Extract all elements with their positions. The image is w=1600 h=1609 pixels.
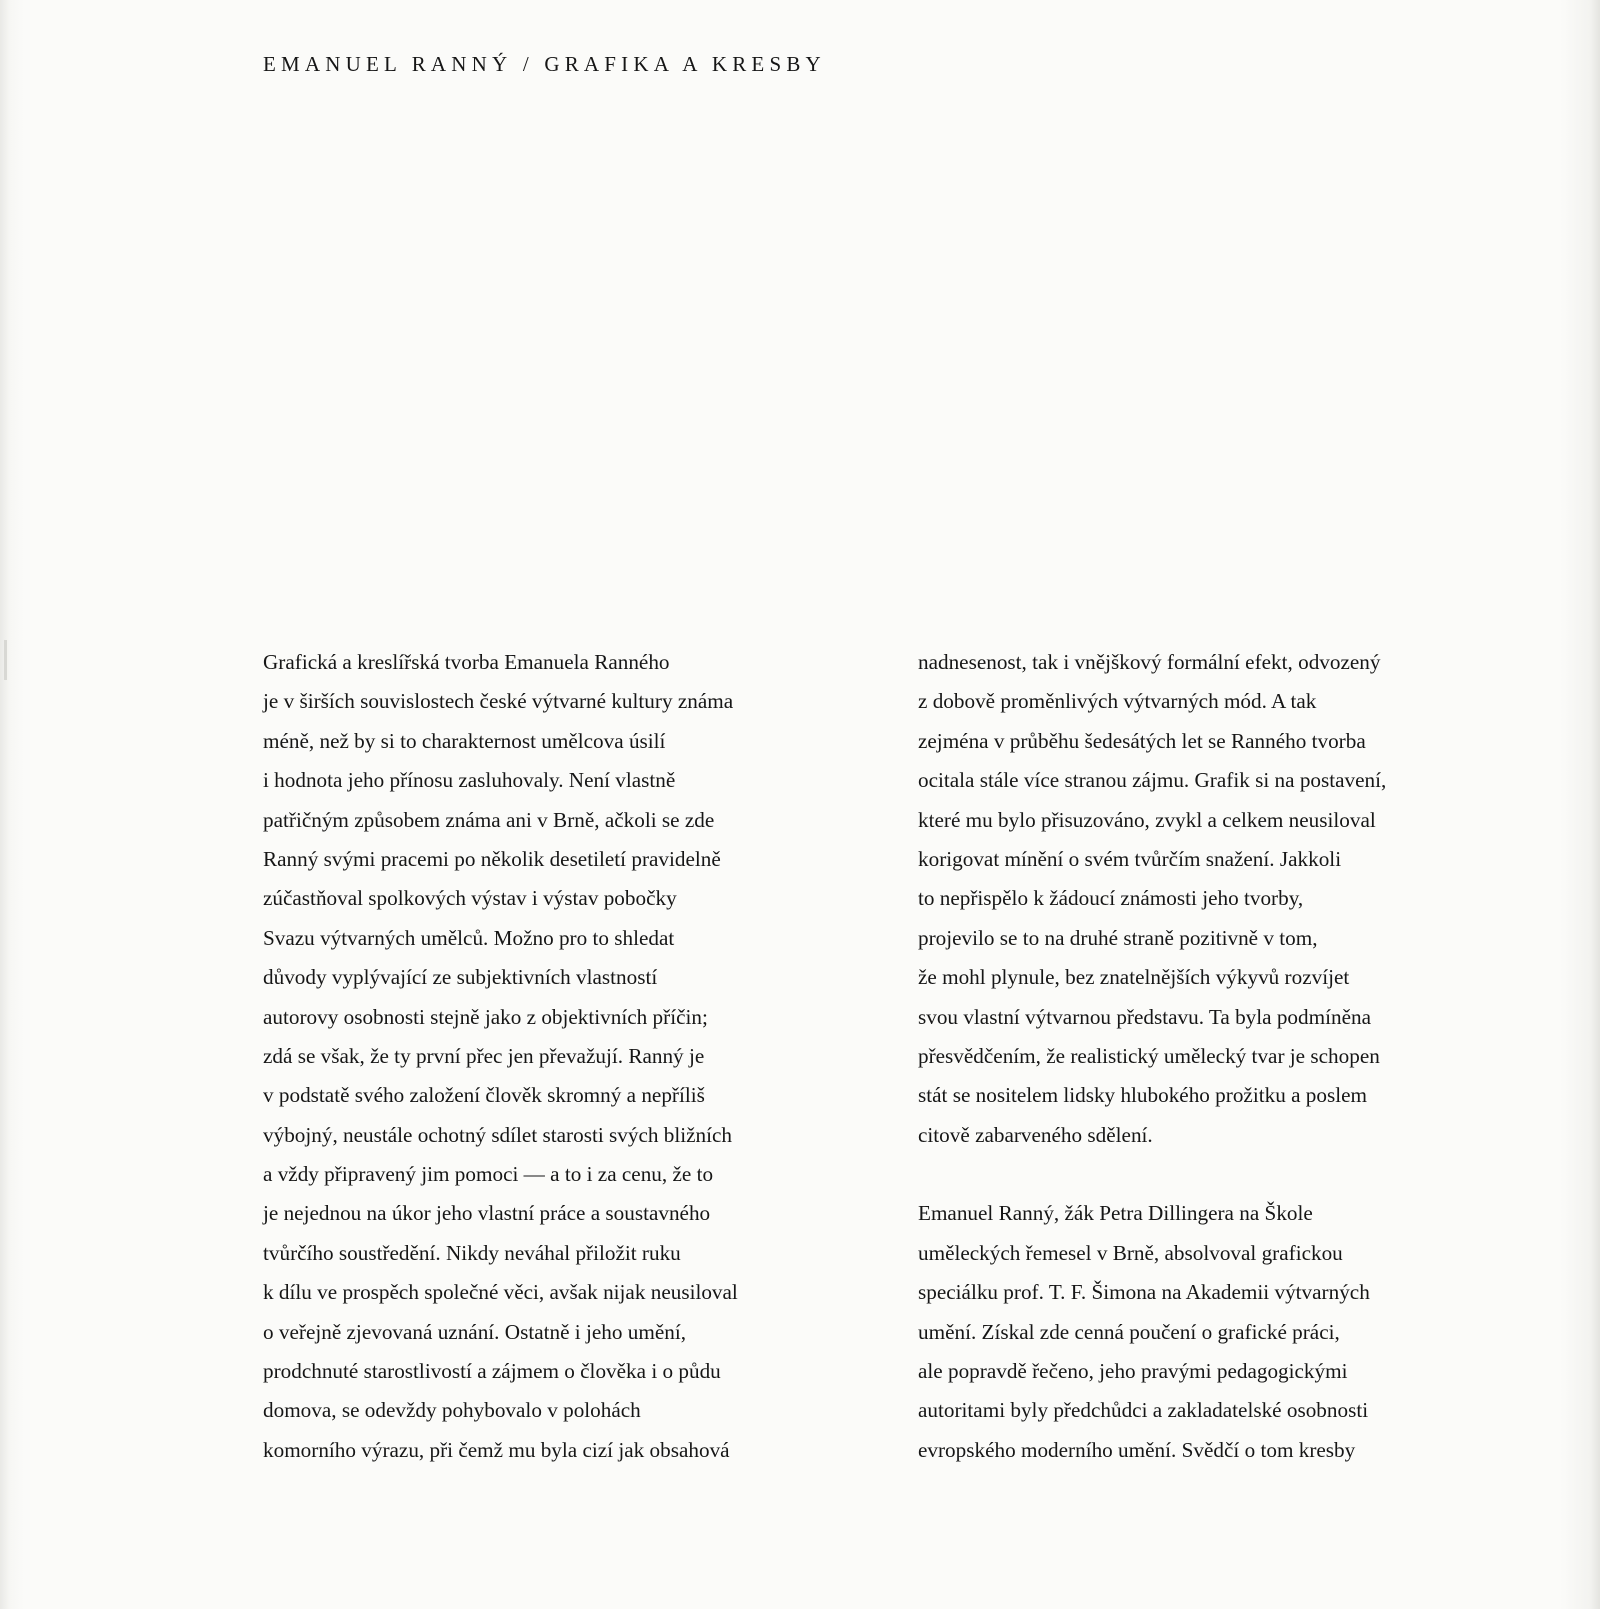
text-line: domova, se odevždy pohybovalo v polohách	[263, 1398, 641, 1423]
text-line: patřičným způsobem známa ani v Brně, ačkoli se zde	[263, 807, 715, 832]
left-text-column	[263, 643, 883, 1470]
text-line: evropského moderního umění. Svědčí o tom kresby	[918, 1437, 1356, 1462]
text-line: v podstatě svého založení člověk skromný a nepříliš	[263, 1083, 705, 1108]
text-line: svou vlastní výtvarnou představu. Ta byla podmíněna	[918, 1004, 1371, 1029]
text-line: to nepřispělo k žádoucí známosti jeho tvorby,	[918, 886, 1304, 911]
text-line: projevilo se to na druhé straně pozitivně v tom,	[918, 925, 1318, 950]
text-line: tvůrčího soustředění. Nikdy neváhal přiložit ruku	[263, 1240, 681, 1265]
text-line: důvody vyplývající ze subjektivních vlastností	[263, 965, 658, 990]
text-line: přesvědčením, že realistický umělecký tvar je schopen	[918, 1043, 1380, 1068]
text-line: komorního výrazu, při čemž mu byla cizí jak obsahová	[263, 1437, 730, 1462]
text-line: a vždy připravený jim pomoci — a to i za cenu, že to	[263, 1162, 714, 1187]
text-line: o veřejně zjevovaná uznání. Ostatně i jeho umění,	[263, 1319, 687, 1344]
text-line: zdá se však, že ty první přec jen převažují. Ranný je	[263, 1043, 705, 1068]
text-line: citově zabarveného sdělení.	[918, 1122, 1153, 1147]
binding-shadow	[4, 640, 7, 680]
text-line: je nejednou na úkor jeho vlastní práce a soustavného	[263, 1201, 711, 1226]
text-line: Emanuel Ranný, žák Petra Dillingera na Škole	[918, 1201, 1313, 1226]
text-line: že mohl plynule, bez znatelnějších výkyvů rozvíjet	[918, 965, 1350, 990]
text-line: zúčastňoval spolkových výstav i výstav pobočky	[263, 886, 677, 911]
text-line: nadnesenost, tak i vnějškový formální efekt, odvozený	[918, 650, 1381, 674]
text-line: speciálku prof. T. F. Šimona na Akademii výtvarných	[918, 1280, 1370, 1305]
text-line: ale popravdě řečeno, jeho pravými pedagogickými	[918, 1359, 1348, 1384]
paragraph-gap	[918, 1155, 1538, 1194]
text-line: z dobově proměnlivých výtvarných mód. A tak	[918, 689, 1317, 714]
text-line: autorovy osobnosti stejně jako z objektivních příčin;	[263, 1004, 708, 1029]
text-line: uměleckých řemesel v Brně, absolvoval grafickou	[918, 1240, 1343, 1265]
text-line: autoritami byly předchůdci a zakladatelské osobnosti	[918, 1398, 1369, 1423]
text-line: ocitala stále více stranou zájmu. Grafik si na postavení,	[918, 768, 1387, 793]
text-line: zejména v průběhu šedesátých let se Ranného tvorba	[918, 728, 1366, 753]
text-line: Ranný svými pracemi po několik desetiletí pravidelně	[263, 846, 721, 871]
text-line: umění. Získal zde cenná poučení o grafické práci,	[918, 1319, 1340, 1344]
text-line: které mu bylo přisuzováno, zvykl a celkem neusiloval	[918, 807, 1376, 832]
text-line: i hodnota jeho přínosu zasluhovaly. Není vlastně	[263, 768, 676, 793]
right-text-column	[918, 643, 1538, 1470]
text-line: stát se nositelem lidsky hlubokého prožitku a poslem	[918, 1083, 1367, 1108]
text-line: k dílu ve prospěch společné věci, avšak nijak neusiloval	[263, 1280, 738, 1305]
text-line: výbojný, neustále ochotný sdílet starosti svých bližních	[263, 1122, 732, 1147]
running-head: EMANUEL RANNÝ / GRAFIKA A KRESBY	[263, 52, 826, 76]
show-through-text-right	[910, 48, 1570, 528]
text-line: Grafická a kreslířská tvorba Emanuela Ranného	[263, 650, 670, 674]
show-through-text-left	[290, 48, 890, 648]
text-line: méně, než by si to charakternost umělcova úsilí	[263, 728, 666, 753]
text-line: Svazu výtvarných umělců. Možno pro to shledat	[263, 925, 675, 950]
text-line: prodchnuté starostlivostí a zájmem o člověka i o půdu	[263, 1359, 721, 1384]
text-line: korigovat mínění o svém tvůrčím snažení. Jakkoli	[918, 846, 1342, 871]
text-line: je v širších souvislostech české výtvarné kultury známa	[263, 689, 734, 714]
